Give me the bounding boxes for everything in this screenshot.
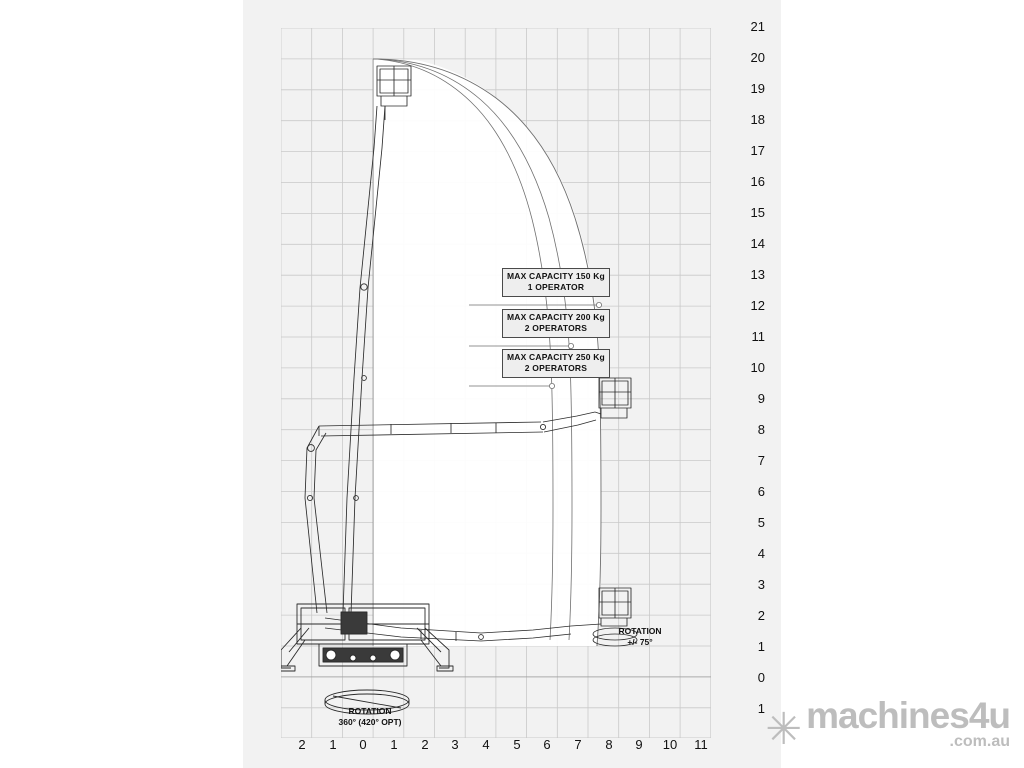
x-tick-4: 4 [482, 737, 490, 752]
callout-250-line2: 2 OPERATORS [524, 363, 588, 373]
y-tick-2: 2 [757, 608, 765, 623]
y-tick-15: 15 [750, 205, 765, 220]
x-tick-7: 7 [574, 737, 582, 752]
y-tick-11: 11 [751, 329, 765, 344]
y-tick-0: 0 [757, 670, 765, 685]
rotation-turret-line2: 360° (420° OPT) [338, 717, 402, 727]
rotation-label-turret [295, 706, 445, 728]
y-tick-9: 9 [757, 391, 765, 406]
rotation-jib-line1: ROTATION [618, 626, 662, 636]
x-tick-minus1: 1 [329, 737, 337, 752]
x-tick-0: 0 [359, 737, 367, 752]
y-tick-16: 16 [750, 174, 765, 189]
x-tick-6: 6 [543, 737, 551, 752]
x-tick-2: 2 [421, 737, 429, 752]
callout-capacity-250 [502, 349, 610, 378]
callout-200-line1: MAX CAPACITY 200 Kg [507, 312, 605, 322]
watermark-domain: .com.au [949, 733, 1010, 750]
y-tick-8: 8 [757, 422, 765, 437]
watermark-brand: machines4u [806, 695, 1010, 736]
rotation-jib-line2: +/- 75° [627, 637, 653, 647]
y-tick-20: 20 [750, 50, 765, 65]
asterisk-icon: ✳ [765, 705, 803, 754]
y-tick-neg1: 1 [757, 701, 765, 716]
rotation-label-jib [600, 626, 680, 648]
x-tick-5: 5 [513, 737, 521, 752]
y-axis-labels [735, 20, 769, 740]
rotation-turret-line1: ROTATION [348, 706, 392, 716]
callout-150-line1: MAX CAPACITY 150 Kg [507, 271, 605, 281]
y-tick-13: 13 [750, 267, 765, 282]
x-tick-minus2: 2 [298, 737, 306, 752]
y-tick-17: 17 [750, 143, 765, 158]
x-axis-labels [281, 738, 721, 760]
y-tick-18: 18 [750, 112, 765, 127]
y-tick-7: 7 [757, 453, 765, 468]
watermark [765, 695, 1010, 754]
y-tick-1: 1 [757, 639, 765, 654]
y-tick-3: 3 [757, 577, 765, 592]
x-tick-1: 1 [390, 737, 398, 752]
y-tick-12: 12 [750, 298, 765, 313]
x-tick-9: 9 [635, 737, 643, 752]
callout-capacity-150 [502, 268, 610, 297]
callout-150-line2: 1 OPERATOR [527, 282, 585, 292]
x-tick-3: 3 [451, 737, 459, 752]
x-tick-10: 10 [662, 737, 678, 752]
x-tick-11: 11 [694, 737, 708, 752]
y-tick-21: 21 [750, 19, 765, 34]
y-tick-14: 14 [750, 236, 765, 251]
callout-capacity-200 [502, 309, 610, 338]
y-tick-5: 5 [757, 515, 765, 530]
y-tick-4: 4 [757, 546, 765, 561]
callout-200-line2: 2 OPERATORS [524, 323, 588, 333]
y-tick-10: 10 [750, 360, 765, 375]
callout-250-line1: MAX CAPACITY 250 Kg [507, 352, 605, 362]
y-tick-19: 19 [750, 81, 765, 96]
y-tick-6: 6 [757, 484, 765, 499]
x-tick-8: 8 [605, 737, 613, 752]
